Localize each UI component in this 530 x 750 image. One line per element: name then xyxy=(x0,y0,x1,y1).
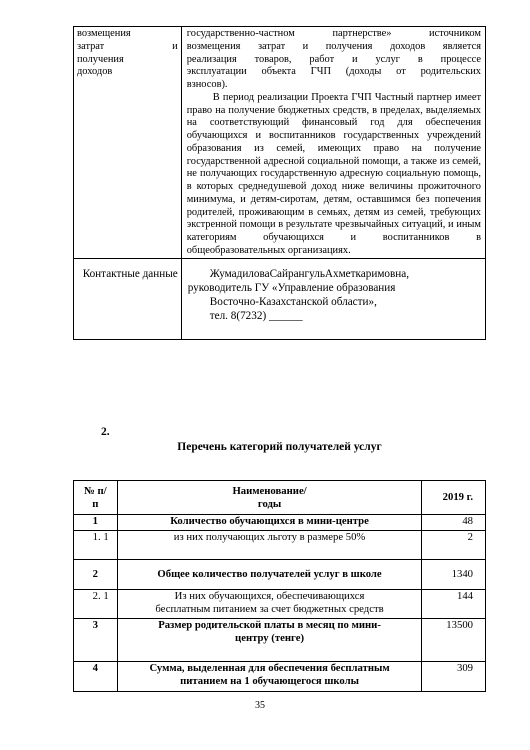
row-num: 2 xyxy=(74,560,118,590)
contact-label-cell: Контактные данные xyxy=(74,258,182,340)
header-name-cell: Наименование/ годы xyxy=(117,481,422,515)
header-num-cell: № п/п xyxy=(74,481,118,515)
table-row xyxy=(74,515,486,531)
section-title: Перечень категорий получателей услуг xyxy=(177,441,382,453)
funding-row xyxy=(74,27,486,259)
funding-label-line: возмещения xyxy=(77,28,131,39)
row-value: 48 xyxy=(422,515,486,531)
funding-text-line: возмещения затрат и получения доходов является xyxy=(186,40,481,52)
funding-text-line: реализация товаров, работ и услуг в процессе xyxy=(186,53,481,65)
row-value: 144 xyxy=(422,590,486,619)
table-row xyxy=(74,560,486,590)
row-num-cell xyxy=(74,531,118,560)
row-num: 1 xyxy=(74,515,118,531)
row-num: 4 xyxy=(74,662,118,692)
section-number: 2. xyxy=(101,426,110,438)
contact-details-cell xyxy=(181,258,485,340)
table-row xyxy=(74,590,486,619)
contact-phone: тел. 8(7232) ______ xyxy=(209,310,303,323)
contact-region: Восточно-Казахстанской области», xyxy=(209,295,377,308)
table-row xyxy=(74,662,486,692)
row-value: 1340 xyxy=(422,560,486,590)
funding-label-line: доходов xyxy=(77,66,113,78)
row-name-cell xyxy=(117,662,422,692)
recipients-table xyxy=(73,480,486,692)
row-name: Из них обучающихся, обеспечивающихся бесплатным питанием за счет бюджетных средств xyxy=(155,590,384,615)
table-row xyxy=(74,619,486,662)
row-name: Общее количество получателей услуг в школе xyxy=(157,568,382,580)
row-name: Сумма, выделенная для обеспечения бесплатным питанием на 1 обучающегося школы xyxy=(149,662,390,687)
budget-funds-paragraph: В период реализации Проекта ГЧП Частный партнер имеет право на получение бюджетных средств, в пределах, выделяемых на соответствующий финансовый год для обеспечения обучающихся и воспитанников государственных учреждений образования из семей, имеющих право на получение государственной адресной социальной помощи, а также из семей, не получающих государственную адресную социальную помощь, в которых среднедушевой доход ниже величины прожиточного минимума, и детям-сиротам, детям, оставшимся без попечения родителей, проживающим в семьях, детям из семей, требующих экстренной помощи в результате чрезвычайных ситуаций, и иным категориям обучающихся и воспитанников в общеобразовательных организациях. xyxy=(186,91,481,256)
row-name-cell xyxy=(117,560,422,590)
row-name-cell xyxy=(117,619,422,662)
funding-label-cell xyxy=(74,27,182,259)
row-value: 2 xyxy=(422,531,486,560)
row-name: Размер родительской платы в месяц по мини-центру (тенге) xyxy=(158,619,381,644)
row-num: 3 xyxy=(74,619,118,662)
row-name: из них получающих льготу в размере 50% xyxy=(117,531,422,560)
row-num: 2. 1 xyxy=(92,590,109,602)
funding-label-line: получения xyxy=(77,53,124,65)
header-year-cell: 2019 г. xyxy=(422,481,486,515)
funding-label-line: затрат и xyxy=(77,40,178,52)
row-num-cell xyxy=(74,590,118,619)
row-name: Количество обучающихся в мини-центре xyxy=(117,515,422,531)
table-row xyxy=(74,531,486,560)
contact-row xyxy=(74,258,486,340)
row-name-cell xyxy=(117,590,422,619)
contact-position: руководитель ГУ «Управление образования xyxy=(187,281,396,294)
contact-name: ЖумадиловаСайрангульАхметкаримовна, xyxy=(209,267,410,280)
row-value: 309 xyxy=(422,662,486,692)
row-value: 13500 xyxy=(422,619,486,662)
project-info-table xyxy=(73,26,486,340)
table-header-row xyxy=(74,481,486,515)
funding-text-line: государственно-частном партнерстве» источником xyxy=(186,28,481,39)
funding-text-cell xyxy=(181,27,485,259)
funding-text-line: эксплуатации объекта ГЧП (доходы от родительских xyxy=(186,66,481,78)
row-num: 1. 1 xyxy=(92,531,109,543)
page-number: 35 xyxy=(255,700,265,711)
funding-text-line: взносов). xyxy=(186,79,228,90)
